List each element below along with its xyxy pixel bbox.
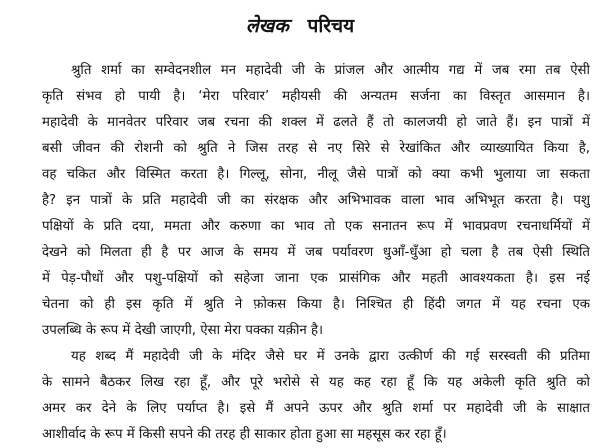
title-part-author: लेखक: [245, 15, 289, 37]
paragraph-1-line-9: में पेड़-पौधों और पशु-पक्षियों को सहेजा जाना एक प्रासंगिक और महती आवश्यकता है। इस नई: [42, 271, 590, 286]
page-title: [0, 14, 600, 38]
paragraph-1-line-6: है? इन पात्रों के प्रति महादेवी जी का संरक्षक और अभिभावक वाला भाव अभिभूत करता है। पशु: [42, 193, 590, 208]
paragraph-1-line-1: श्रुति शर्मा का सम्वेदनशील मन महादेवी जी के प्रांजल और आत्मीय गद्य में जब रमा तब ऐसी: [71, 63, 590, 78]
title-part-introduction: परिचय: [307, 15, 355, 37]
paragraph-1-line-8: देखने को मिलता ही है पर आज के समय में जब पर्यावरण धुआँ-धुँआ हो चला है तब ऐसी स्थिति: [42, 245, 590, 260]
paragraph-1-line-11: उपलब्धि के रूप में देखी जाएगी, ऐसा मेरा पक्का यक़ीन है।: [42, 323, 324, 338]
paragraph-2-line-1: यह शब्द मैं महादेवी जी के मंदिर जैसे घर में उनके द्वारा उत्कीर्ण की गई सरस्वती की प्रतिमा: [71, 349, 590, 364]
paragraph-2-line-3: अमर कर देने के लिए पर्याप्त है। इसे मैं अपने ऊपर और श्रुति शर्मा पर महादेवी जी के साक्षात: [42, 401, 590, 416]
paragraph-1-line-7: पक्षियों के प्रति दया, ममता और करुणा का भाव तो एक सनातन रूप में भावप्रवण रचनाधर्मियों में: [42, 219, 590, 234]
paragraph-1-line-2: कृति संभव हो पायी है। ‘मेरा परिवार’ महीयसी की अन्यतम सर्जना का विस्तृत आसमान है।: [42, 89, 590, 104]
paragraph-2-line-4: आशीर्वाद के रूप में किसी सपने की तरह ही साकार होता हुआ सा महसूस कर रहा हूँ।: [42, 427, 447, 442]
paragraph-1-line-3: महादेवी के मानवेतर परिवार जब रचना की शक्ल में ढलते हैं तो कालजयी हो जाते हैं। इन पात्रों में: [42, 115, 590, 130]
paragraph-1-line-5: वह चकित और विस्मित करता है। गिल्लू, सोना, नीलू जैसे पात्रों को क्या कभी भुलाया जा सकता: [42, 167, 590, 182]
paragraph-2-line-2: के सामने बैठकर लिख रहा हूँ, और पूरे भरोसे से यह कह रहा हूँ कि यह अकेली कृति श्रुति को: [42, 375, 590, 390]
paragraph-1-line-10: चेतना को ही इस कृति में श्रुति ने फ़ोकस किया है। निश्चित ही हिंदी जगत में यह रचना एक: [42, 297, 590, 312]
paragraph-1-line-4: बसी जीवन की रोशनी को श्रुति ने जिस तरह से नए सिरे से रेखांकित और व्याख्यायित किया है,: [42, 141, 590, 156]
